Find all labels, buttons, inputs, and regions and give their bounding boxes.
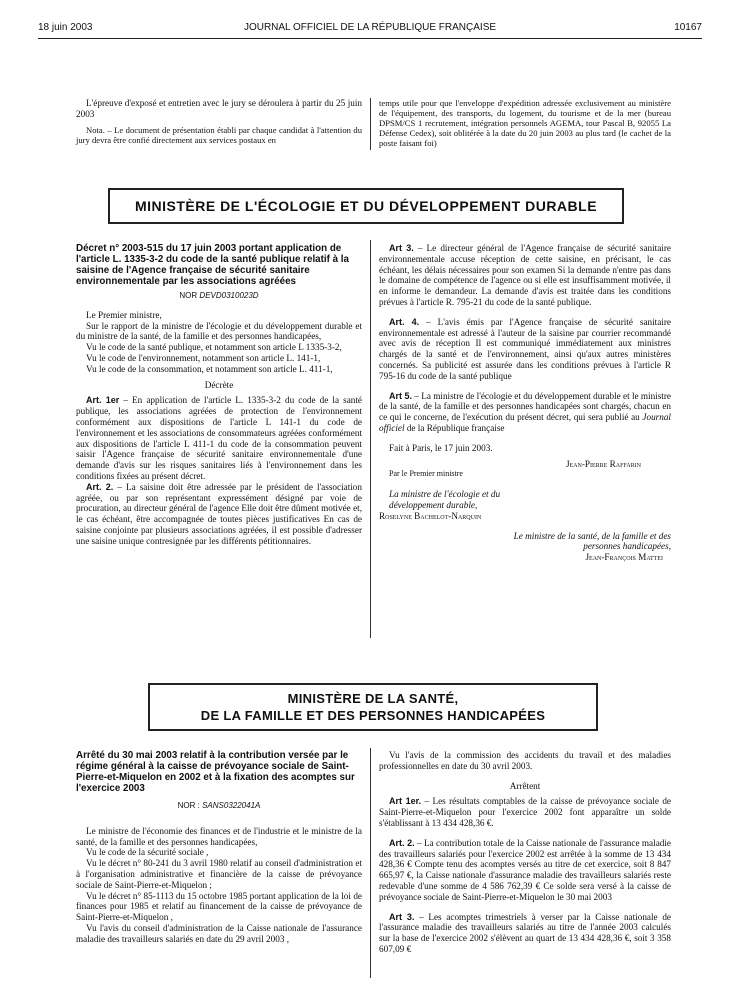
top-right-column [379, 98, 671, 148]
arrete-nor-label: NOR : [177, 801, 200, 810]
arrete-vu-avis-conseil: Vu l'avis du conseil d'administration de la Caisse nationale de l'assurance maladie des travailleurs salariés en date du 29 avril 2003 , [76, 922, 362, 944]
decree-done: Fait à Paris, le 17 juin 2003. [389, 442, 493, 453]
arrete-nor-code: SANS0322041A [202, 801, 261, 810]
envelope-paragraph: temps utile pour que l'enveloppe d'expédition adressée exclusivement au ministère de l'équipement, des transports, du logement, du tourisme et de la mer (bureau DPSM/CS 1 recrutement, intégration personnels AGEMA, tour Pascal B, 92055 La Défense Cedex), soit oblitérée à la date du 20 juin 2003 au plus tard (le cachet de la poste faisant foi) [379, 98, 671, 148]
min-eco-role: La ministre de l'écologie et du développement durable, [389, 489, 501, 510]
by-pm: Par le Premier ministre [389, 469, 463, 479]
top-left-column [76, 98, 362, 145]
decree-title: Décret n° 2003-515 du 17 juin 2003 portant application de l'article L. 1335-3-2 du code de la santé publique relatif à la saisine de l'Agence française de sécurité sanitaire environnementale par les associations agréées [76, 243, 349, 287]
arrete-left-column [76, 750, 362, 945]
arrete-title: Arrêté du 30 mai 2003 relatif à la contribution versée par le régime général à la caisse de prévoyance sociale de Saint-Pierre-et-Miquelon en 2002 et à la fixation des acomptes sur l'exercice 2003 [76, 750, 355, 794]
art2-label: Art. 2. [86, 481, 114, 492]
decree-nor-code: DEVD0310023D [199, 291, 259, 300]
min-eco-name: Roselyne Bachelot-Narquin [379, 510, 482, 521]
arrete-ministers: Le ministre de l'économie des finances et de l'industrie et le ministre de la santé, de la famille et des personnes handicapées, [76, 825, 362, 847]
arrete-arretent: Arrêtent [509, 780, 541, 791]
page-header [38, 22, 702, 38]
min-sante-name: Jean-François Mattei [585, 552, 663, 563]
arrete-right-column [379, 750, 671, 955]
decree-nor [76, 291, 362, 302]
ministry-ecology-title: MINISTÈRE DE L'ÉCOLOGIE ET DU DÉVELOPPEMENT DURABLE [134, 198, 598, 214]
signature-pm: Jean-Pierre Raffarin [565, 458, 641, 469]
decree-right-column [379, 243, 671, 563]
header-page-number: 10167 [674, 22, 702, 33]
ministry-ecology-heading [108, 188, 624, 224]
arrete-article-2: Art. 2. – La contribution totale de la Caisse nationale de l'assurance maladie des travailleurs salariés pour l'exercice 2002 est arrêtée à la somme de 13 434 428,36 € Compte tenu des acomptes versés au titre de cet exercice, soit 8 847 665,97 €, la Caisse nationale d'assurance maladie des travailleurs salariés reste redevable d'une somme de 4 586 762,39 € Ce solde sera versé à la caisse de prévoyance sociale de Saint-Pierre-et-Miquelon le 30 mai 2003 [379, 837, 671, 902]
arrete-vu-decret-1985: Vu le décret n° 85-1113 du 15 octobre 1985 portant application de la loi de finances pour 1985 et relatif au financement de la caisse de prévoyance de Saint-Pierre-et-Miquelon , [76, 890, 362, 923]
arrete-vu-commission: Vu l'avis de la commission des accidents du travail et des maladies professionnelles en date du 30 avril 2003. [379, 750, 671, 771]
arrete-article-1: Art 1er. – Les résultats comptables de la caisse de prévoyance sociale de Saint-Pierre-et-Miquelon pour l'exercice 2002 font apparaître un solde s'établissant à 13 434 428,36 €. [379, 796, 671, 828]
decree-article-2: Art. 2. – La saisine doit être adressée par le président de l'association agréée, ou par son représentant expressément désigné par voie de procuration, au directeur général de l'agence Elle doit être dûment motivée et, le cas échéant, être accompagnée de toutes pièces justificatives En cas de saisine conjointe par plusieurs associations agréées, il est possible d'adresser une saisine unique contresignée par les différents pétitionnaires. [76, 481, 362, 546]
ministry-health-line1: MINISTÈRE DE LA SANTÉ, [287, 691, 459, 706]
decree-intro-report: Sur le rapport de la ministre de l'écologie et du développement durable et du ministre de la santé, de la famille et des personnes handicapées, [76, 320, 362, 342]
decree-intro-vu-conso: Vu le code de la consommation, et notamment son article L. 411-1, [86, 363, 333, 374]
header-journal-title: JOURNAL OFFICIEL DE LA RÉPUBLIQUE FRANÇAISE [243, 22, 497, 33]
arrete-article-3: Art 3. – Les acomptes trimestriels à verser par la Caisse nationale de l'assurance maladie des travailleurs salariés au titre de l'année 2003 calculés sur la base de l'exercice 2002 s'élèvent au quart de 13 434 428,36 €, soit 3 358 607,09 € [379, 911, 671, 954]
arrete-column-divider [370, 748, 371, 978]
header-date: 18 juin 2003 [38, 22, 93, 33]
art1-label: Art. 1er [86, 395, 120, 406]
exam-paragraph: L'épreuve d'exposé et entretien avec le jury se déroulera à partir du 25 juin 2003 [76, 98, 362, 119]
decree-intro-vu-env: Vu le code de l'environnement, notamment son article L. 141-1, [86, 352, 321, 363]
decree-nor-label: NOR [179, 291, 198, 300]
min-sante-role: Le ministre de la santé, de la famille et des personnes handicapées, [513, 530, 671, 552]
header-rule [38, 38, 702, 39]
decree-decrete: Décrète [204, 379, 234, 390]
arrete-vu-decret-1980: Vu le décret n° 80-241 du 3 avril 1980 relatif au conseil d'administration et à l'organisation administrative et financière de la caisse de prévoyance sociale de Saint-Pierre-et-Miquelon ; [76, 858, 362, 890]
arrete-nor [76, 801, 362, 812]
top-column-divider [370, 98, 371, 150]
ministry-health-heading [148, 683, 598, 731]
decree-article-3: Art 3. – Le directeur général de l'Agence française de sécurité sanitaire environnementale accuse réception de cette saisine, en précisant, le cas échéant, les délais nécessaires pour son examen Si la demande n'entre pas dans le domaine de compétence de l'agence ou si elle est insuffisamment motivée, il en informe le demandeur. La demande d'avis est traitée dans les conditions prévues à l'article R. 795-21 du code de la santé publique. [379, 243, 671, 307]
nota-paragraph: Nota. – Le document de présentation établi par chaque candidat à l'attention du jury devra être confié directement aux services postaux en [76, 124, 362, 145]
decree-intro-vu-sante: Vu le code de la santé publique, et notamment son article L 1335-3-2, [86, 342, 342, 353]
decree-article-1: Art. 1er – En application de l'article L. 1335-3-2 du code de la santé publique, les associations agréées de protection de l'environnement conformément aux dispositions de l'article L 141-1 du code de l'environnement et les associations de consommateurs agréées conformément aux dispositions de l'article L 411-1 du code de la consommation peuvent saisir l'Agence française de sécurité sanitaire environnementale d'une demande d'avis sur les risques sanitaires liés à l'environnement dans les conditions fixées au présent décret. [76, 395, 362, 481]
decree-left-column [76, 243, 362, 547]
decree-intro-pm: Le Premier ministre, [86, 309, 162, 320]
arrete-vu-code: Vu le code de la sécurité sociale , [86, 847, 209, 858]
decree-article-4: Art. 4. – L'avis émis par l'Agence française de sécurité sanitaire environnementale est adressé à l'auteur de la saisine par courrier recommandé avec avis de réception Il est communiqué immédiatement aux ministres chargés de la santé et de l'environnement, ainsi qu'aux autres ministères concernés. Sa publicité est assurée dans les conditions prévues à l'article R 795-16 du code de la santé publique [379, 316, 671, 381]
decree-article-5: Art 5. – La ministre de l'écologie et du développement durable et le ministre de la santé, de la famille et des personnes handicapées sont chargés, chacun en ce qui le concerne, de l'exécution du présent décret, qui sera publié au Journal officiel de la République française [379, 390, 671, 433]
decree-column-divider [370, 240, 371, 638]
ministry-health-line2: DE LA FAMILLE ET DES PERSONNES HANDICAPÉES [200, 708, 546, 723]
